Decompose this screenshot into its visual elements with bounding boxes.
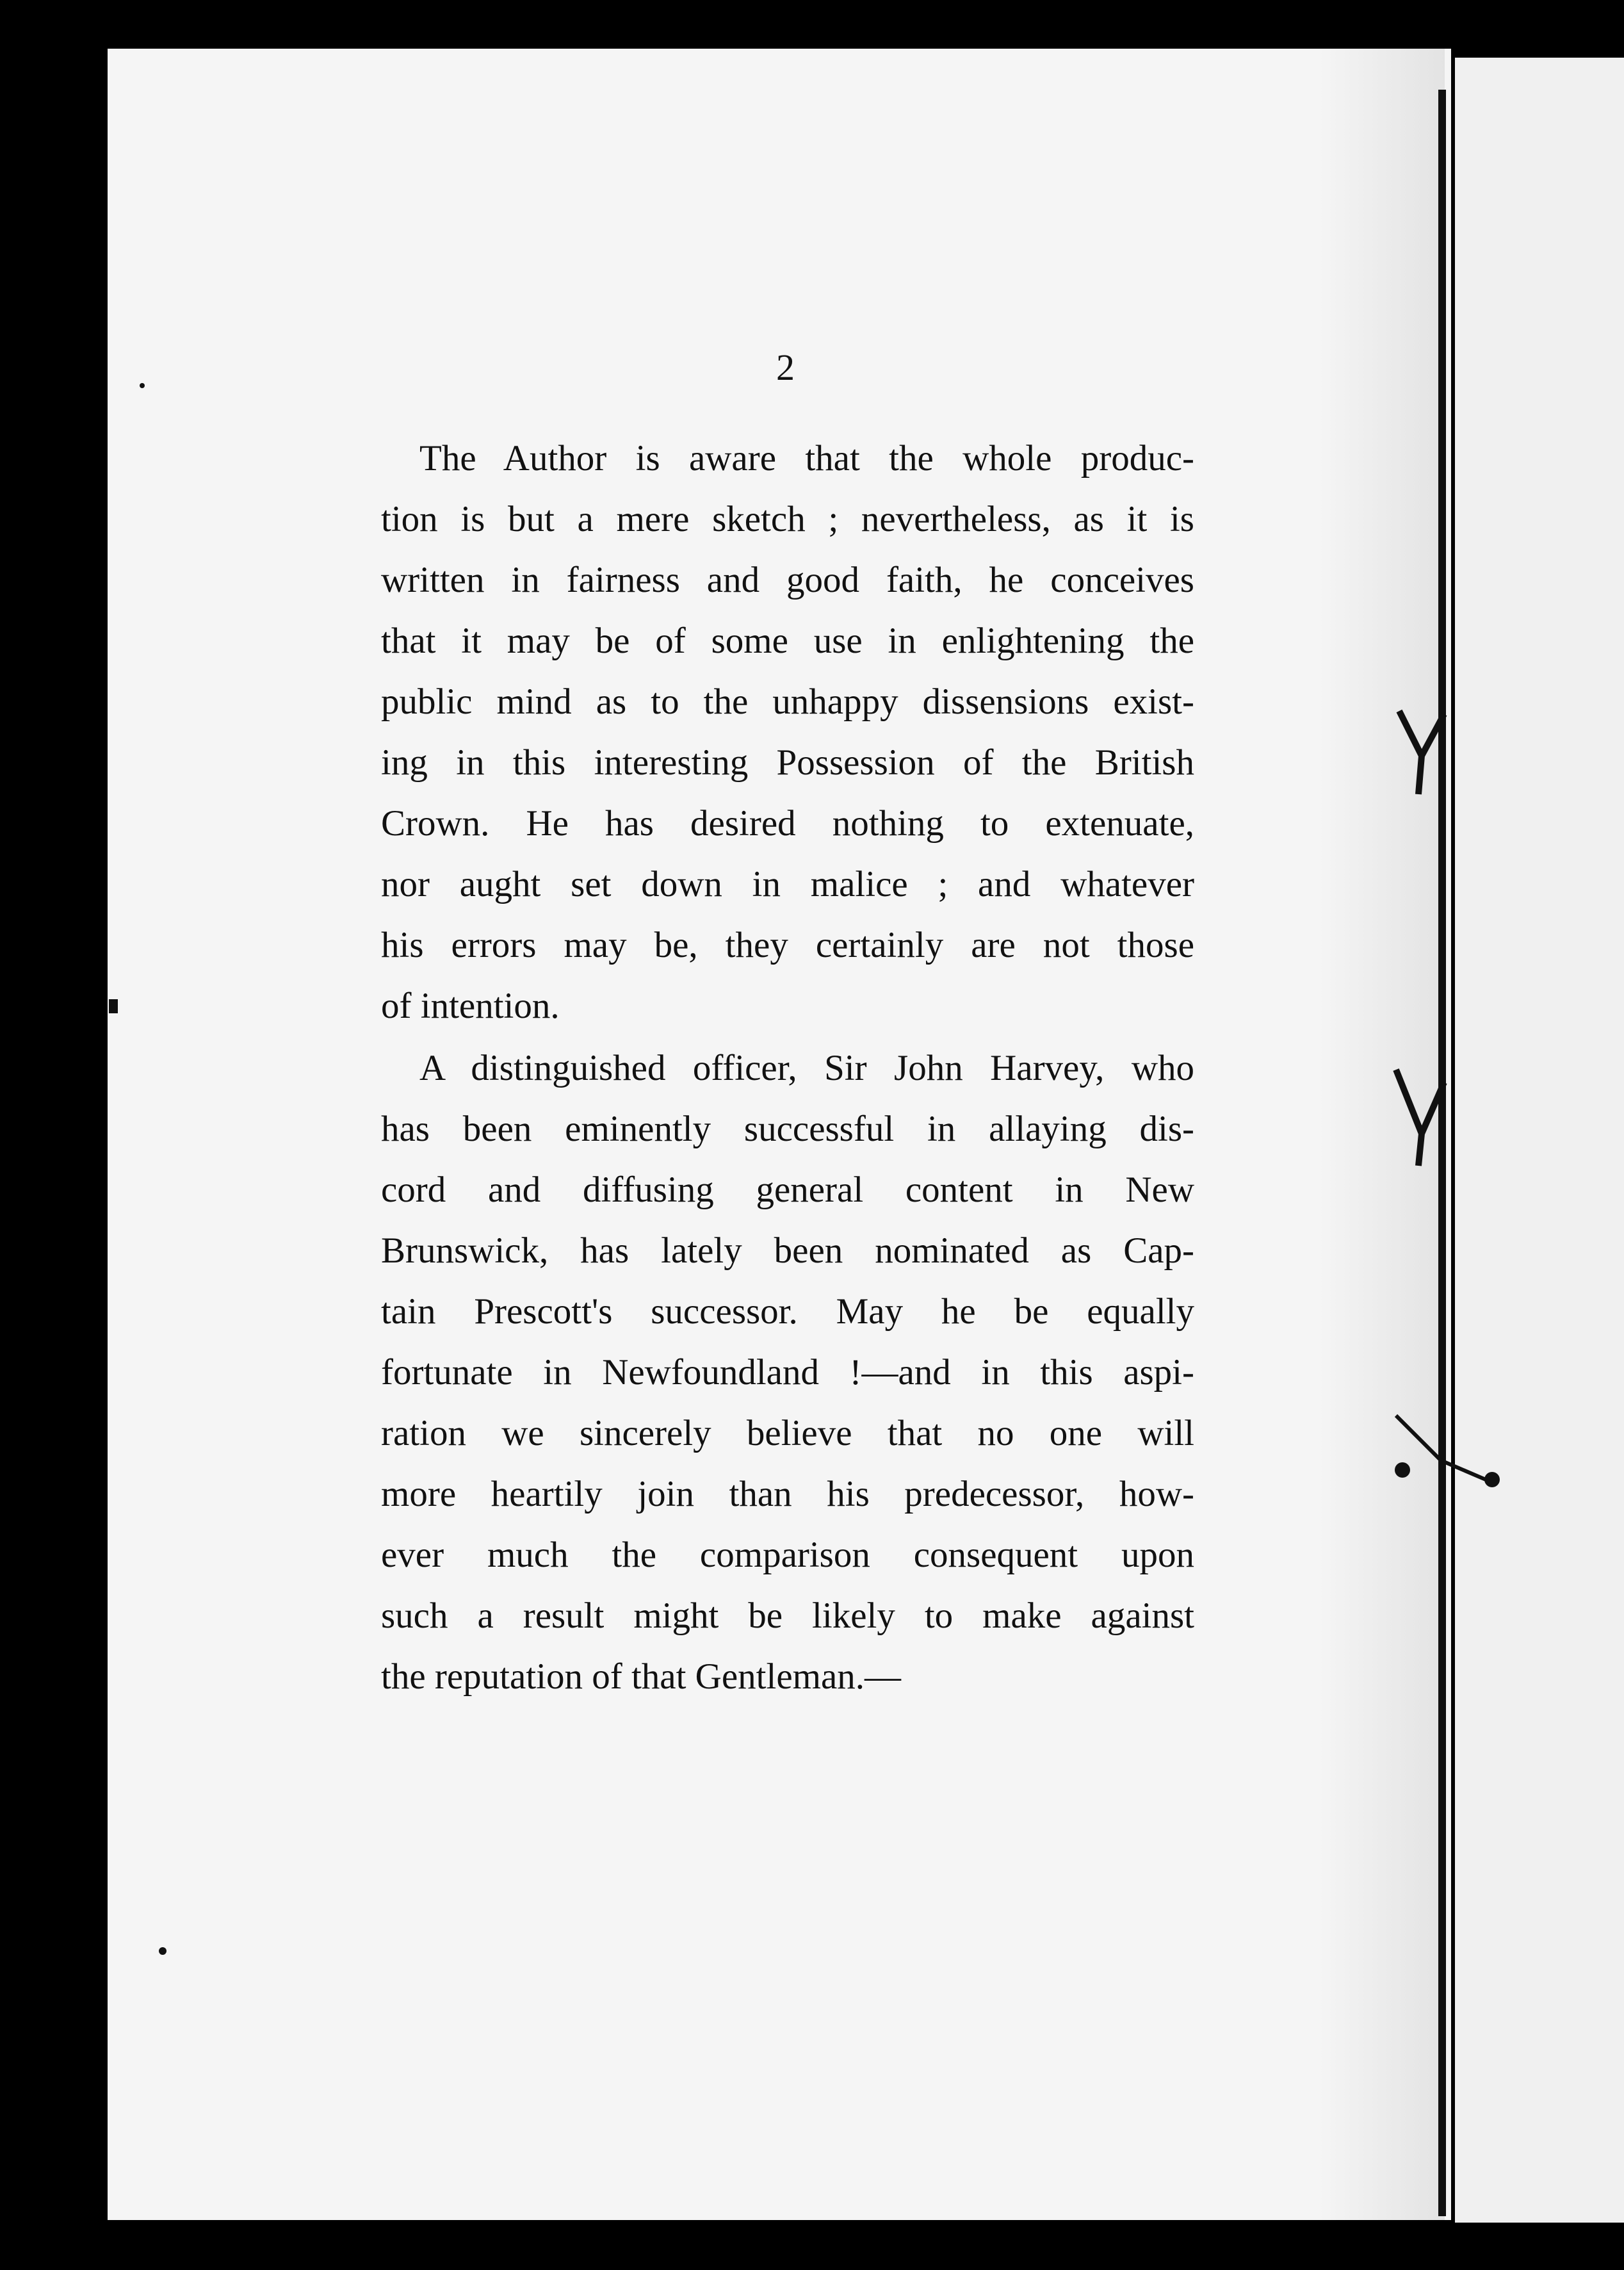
facing-page-edge [1455, 58, 1624, 2223]
text-line: tion is but a mere sketch ; nevertheless, as it is [381, 499, 1194, 539]
text-line: that it may be of some use in enlightening the [381, 621, 1194, 661]
text-line: ing in this interesting Possession of the British [381, 742, 1194, 783]
text-line: ration we sincerely believe that no one will [381, 1413, 1194, 1453]
speck [109, 999, 118, 1013]
text-line: A distinguished officer, Sir John Harvey, who [419, 1048, 1194, 1088]
text-line: more heartily join than his predecessor, how- [381, 1474, 1194, 1514]
binding-thread-mark [1390, 1409, 1505, 1492]
text-line: fortunate in Newfoundland !—and in this aspi- [381, 1352, 1194, 1392]
text-line: the reputation of that Gentleman.— [381, 1656, 901, 1697]
text-line: written in fairness and good faith, he conceives [381, 560, 1194, 600]
speck [140, 383, 145, 388]
speck [159, 1947, 166, 1955]
text-line: ever much the comparison consequent upon [381, 1535, 1194, 1575]
text-line: public mind as to the unhappy dissensions exist- [381, 682, 1194, 722]
text-line: has been eminently successful in allaying dis- [381, 1109, 1194, 1149]
text-line: cord and diffusing general content in New [381, 1170, 1194, 1210]
binding-thread-mark [1393, 705, 1450, 801]
text-line: such a result might be likely to make against [381, 1596, 1194, 1636]
text-line: Crown. He has desired nothing to extenuate, [381, 803, 1194, 844]
page-number: 2 [776, 347, 795, 388]
text-line: of intention. [381, 986, 560, 1026]
text-line: nor aught set down in malice ; and whatever [381, 864, 1194, 904]
text-line: Brunswick, has lately been nominated as Cap- [381, 1230, 1194, 1271]
text-line: tain Prescott's successor. May he be equally [381, 1291, 1194, 1332]
binding-thread-mark [1383, 1057, 1454, 1172]
text-line: his errors may be, they certainly are not those [381, 925, 1194, 965]
text-line: The Author is aware that the whole produc- [419, 438, 1194, 478]
